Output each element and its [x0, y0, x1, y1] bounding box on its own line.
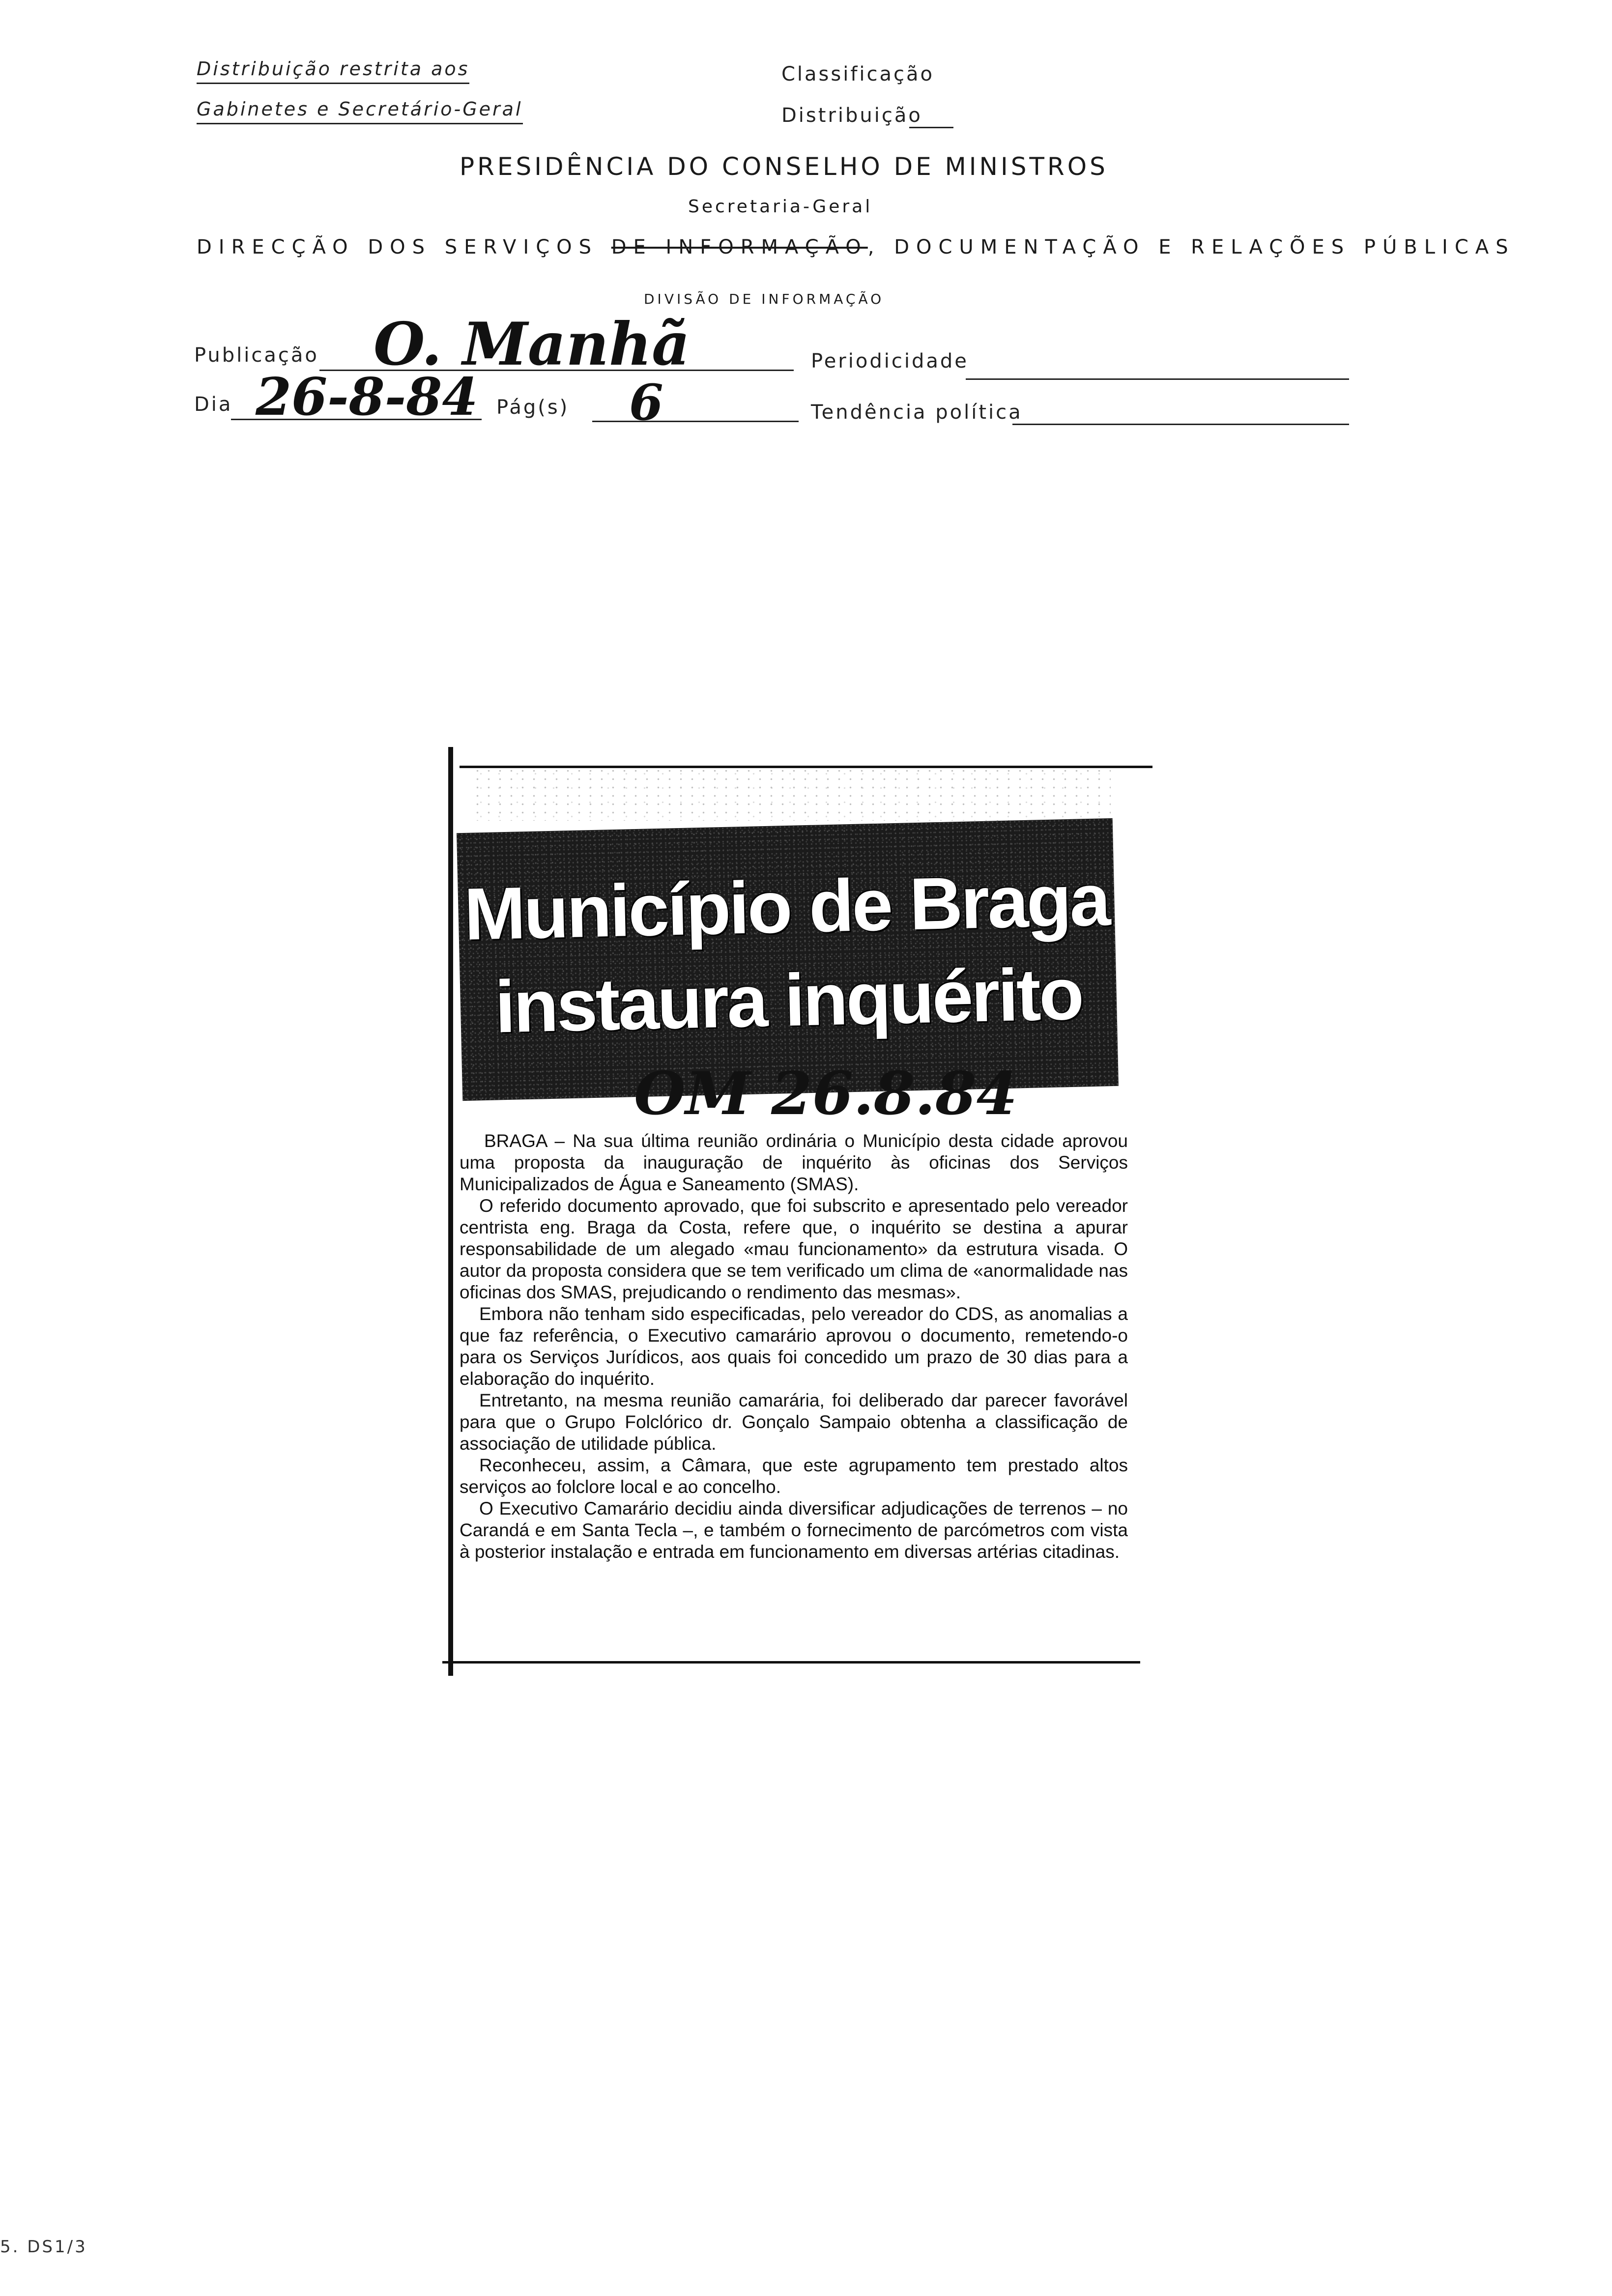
article-paragraph: O Executivo Camarário decidiu ainda diversificar adjudicações de terrenos – no Carandá e em Santa Tecla –, e também o fornecimento de parcómetros com vista à posterior instalação e entrada em funcionamento em diversas artérias citadinas. [460, 1498, 1128, 1562]
distribution-note-line1: Distribuição restrita aos [197, 58, 469, 84]
pages-label: Pág(s) [496, 396, 570, 419]
periodicity-line [966, 378, 1349, 380]
clipping-bottom-rule [442, 1661, 1140, 1664]
institution-title: PRESIDÊNCIA DO CONSELHO DE MINISTROS [460, 152, 1108, 181]
handwritten-date: OM 26.8.84 [634, 1059, 1018, 1128]
publication-value: O. Manhã [374, 310, 690, 379]
directorate-part2: , DOCUMENTAÇÃO E RELAÇÕES PÚBLICAS [867, 236, 1515, 258]
headline-line2: instaura inquérito [494, 952, 1083, 1048]
clipping-print-noise [472, 767, 1111, 821]
division-heading: DIVISÃO DE INFORMAÇÃO [644, 291, 885, 307]
directorate-part1: DIRECÇÃO DOS SERVIÇOS [197, 236, 599, 258]
article-paragraph: Reconheceu, assim, a Câmara, que este agrupamento tem prestado altos serviços ao folclore local e ao concelho. [460, 1455, 1128, 1497]
political-line [1012, 424, 1349, 425]
publication-label: Publicação [194, 344, 319, 367]
pages-line [592, 421, 799, 422]
distribution-line [909, 127, 953, 128]
form-code: 5. DS1/3 [0, 2237, 87, 2257]
clipping-left-rule [448, 747, 453, 1676]
article-paragraph: O referido documento aprovado, que foi subscrito e apresentado pelo vereador centrista eng. Braga da Costa, refere que, o inquérito se destina a apurar responsabilidade de um alegado «mau funcionamento» da estrutura visada. O autor da proposta considera que se tem verificado um clima de «anormalidade nas oficinas dos SMAS, prejudicando o rendimento das mesmas». [460, 1196, 1128, 1302]
directorate-struck: DE INFORMAÇÃO [611, 236, 868, 258]
headline-line1: Município de Braga [463, 858, 1110, 955]
pages-value: 6 [629, 373, 663, 431]
directorate-heading [197, 236, 1515, 258]
article-body [460, 1130, 1128, 1563]
periodicity-label: Periodicidade [811, 350, 969, 373]
day-value: 26-8-84 [256, 366, 478, 427]
article-paragraph: Entretanto, na mesma reunião camarária, foi deliberado dar parecer favorável para que o Grupo Folclórico dr. Gonçalo Sampaio obtenha a classificação de associação de utilidade pública. [460, 1390, 1128, 1454]
day-label: Dia [194, 393, 233, 416]
distribution-note-line2: Gabinetes e Secretário-Geral [197, 98, 523, 124]
classification-label: Classificação [781, 63, 935, 86]
political-label: Tendência política [811, 401, 1023, 424]
distribution-label: Distribuição [781, 104, 922, 127]
article-paragraph: Embora não tenham sido especificadas, pelo vereador do CDS, as anomalias a que faz referência, o Executivo camarário aprovou o documento, remetendo-o para os Serviços Jurídicos, aos quais foi concedido um prazo de 30 dias para a elaboração do inquérito. [460, 1304, 1128, 1389]
headline-box [457, 818, 1119, 1101]
secretariat-subtitle: Secretaria-Geral [688, 197, 873, 217]
article-paragraph: BRAGA – Na sua última reunião ordinária o Município desta cidade aprovou uma proposta da inauguração de inquérito às oficinas dos Serviços Municipalizados de Água e Saneamento (SMAS). [460, 1131, 1128, 1194]
